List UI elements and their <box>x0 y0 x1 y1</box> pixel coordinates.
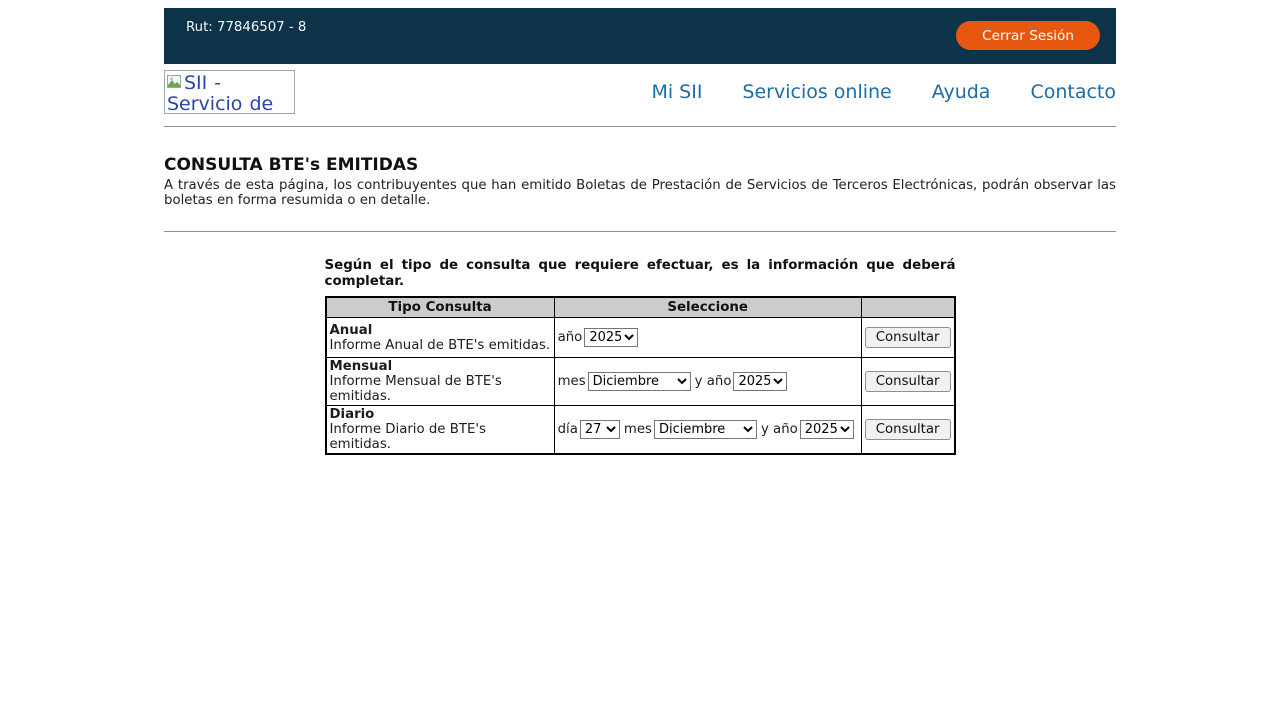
diario-day-label: día <box>557 422 578 437</box>
page-description: A través de esta página, los contribuyentes que han emitido Boletas de Prestación de Servicios de Terceros Electrónicas, podrán observar las boletas en forma resumida o en detalle. <box>164 178 1116 208</box>
row-diario-title: Diario <box>329 407 375 422</box>
page-container <box>164 8 1116 455</box>
row-mensual-title: Mensual <box>329 359 393 374</box>
column-header-seleccione: Seleccione <box>554 297 861 318</box>
nav-link-ayuda[interactable]: Ayuda <box>931 81 991 103</box>
diario-consultar-button[interactable]: Consultar <box>865 419 951 440</box>
row-anual-description: Informe Anual de BTE's emitidas. <box>329 337 551 353</box>
row-anual-title: Anual <box>329 322 373 338</box>
mensual-consultar-button[interactable]: Consultar <box>865 371 951 392</box>
mensual-year-select[interactable] <box>733 372 787 391</box>
nav-link-servicios-online[interactable]: Servicios online <box>742 81 892 103</box>
mensual-month-label: mes <box>557 374 586 389</box>
anual-consultar-button[interactable]: Consultar <box>865 327 951 348</box>
table-row-diario <box>326 406 955 455</box>
diario-year-label: y año <box>760 422 798 437</box>
table-header-row <box>326 297 955 318</box>
nav-link-contacto[interactable]: Contacto <box>1030 81 1116 103</box>
divider <box>164 231 1116 232</box>
logo-alt-text: SII - Servicio de <box>167 72 274 114</box>
logo-broken-image[interactable] <box>164 70 295 114</box>
diario-month-label: mes <box>623 422 652 437</box>
anual-year-select[interactable] <box>584 328 638 347</box>
instruction-text: Según el tipo de consulta que requiere efectuar, es la información que deberá completar. <box>324 258 956 289</box>
row-diario-description: Informe Diario de BTE's emitidas. <box>329 422 486 452</box>
column-header-empty <box>861 297 954 318</box>
site-header <box>164 70 1116 127</box>
rut-label: Rut: 77846507 - 8 <box>186 20 307 35</box>
mensual-year-label: y año <box>694 374 732 389</box>
page-title: CONSULTA BTE's EMITIDAS <box>164 155 419 175</box>
diario-day-select[interactable] <box>580 420 620 439</box>
row-mensual-description: Informe Mensual de BTE's emitidas. <box>329 374 502 404</box>
broken-image-icon <box>167 75 183 89</box>
diario-year-select[interactable] <box>800 420 854 439</box>
consulta-table <box>325 296 956 455</box>
consulta-section <box>325 258 956 455</box>
diario-month-select[interactable] <box>654 420 757 439</box>
main-nav <box>651 81 1116 103</box>
table-row-mensual <box>326 358 955 406</box>
table-row-anual <box>326 318 955 358</box>
logout-button[interactable]: Cerrar Sesión <box>956 21 1100 50</box>
anual-year-label: año <box>557 330 583 345</box>
nav-link-mi-sii[interactable]: Mi SII <box>651 81 703 103</box>
column-header-tipo-consulta: Tipo Consulta <box>326 297 555 318</box>
mensual-month-select[interactable] <box>588 372 691 391</box>
session-topbar <box>164 8 1116 64</box>
